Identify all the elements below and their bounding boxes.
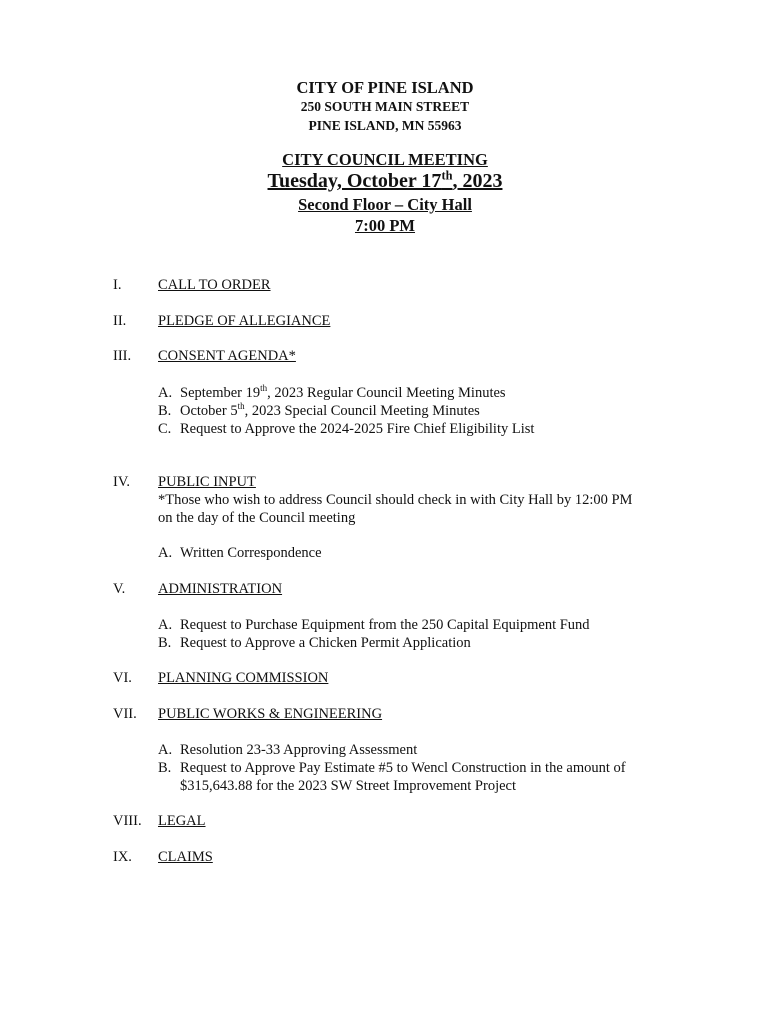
sub-text: October 5	[180, 403, 238, 419]
item-number: II.	[113, 313, 127, 329]
meeting-title: CITY COUNCIL MEETING	[282, 150, 488, 169]
item-call-to-order: CALL TO ORDER	[158, 277, 271, 293]
consent-item-a	[158, 385, 506, 402]
item-administration: ADMINISTRATION	[158, 581, 283, 597]
public-input-item-a	[158, 545, 322, 562]
sub-letter: A.	[158, 742, 173, 758]
meeting-date-year: , 2023	[452, 170, 503, 192]
public-works-item-b-cont: $315,643.88 for the 2023 SW Street Improvement Project	[180, 778, 516, 794]
sub-text: September 19	[180, 385, 261, 401]
ordinal-suffix: th	[237, 401, 245, 412]
meeting-time: 7:00 PM	[354, 216, 416, 235]
item-claims: CLAIMS	[158, 849, 213, 865]
item-number: III.	[113, 348, 132, 364]
sub-letter: B.	[158, 403, 172, 419]
item-planning-commission: PLANNING COMMISSION	[158, 670, 329, 686]
street-address: 250 SOUTH MAIN STREET	[300, 99, 470, 114]
sub-text: Resolution 23-33 Approving Assessment	[180, 742, 418, 758]
administration-item-b	[158, 635, 471, 652]
item-consent-agenda: CONSENT AGENDA*	[158, 348, 296, 364]
item-public-input: PUBLIC INPUT	[158, 474, 256, 490]
consent-item-b	[158, 403, 480, 420]
sub-text: Request to Approve the 2024-2025 Fire Chief Eligibility List	[180, 421, 535, 437]
public-input-note: *Those who wish to address Council should check in with City Hall by 12:00 PM	[158, 492, 633, 508]
sub-text: Request to Approve Pay Estimate #5 to Wencl Construction in the amount of	[180, 760, 626, 776]
ordinal-suffix: th	[260, 383, 268, 394]
item-legal: LEGAL	[158, 813, 206, 829]
item-number: I.	[113, 277, 122, 293]
consent-item-c	[158, 421, 534, 438]
sub-letter: B.	[158, 635, 172, 651]
sub-text: , 2023 Regular Council Meeting Minutes	[267, 385, 506, 401]
item-number: IV.	[113, 474, 131, 490]
item-number: V.	[113, 581, 126, 597]
item-number: IX.	[113, 849, 132, 865]
sub-letter: A.	[158, 617, 173, 633]
city-name: CITY OF PINE ISLAND	[296, 78, 474, 97]
meeting-date-main: Tuesday, October 17	[267, 170, 442, 192]
public-works-item-a	[158, 742, 417, 759]
sub-text: , 2023 Special Council Meeting Minutes	[244, 403, 480, 419]
public-input-note-cont: on the day of the Council meeting	[158, 510, 356, 526]
item-pledge-of-allegiance: PLEDGE OF ALLEGIANCE	[158, 313, 331, 329]
administration-item-a	[158, 617, 590, 634]
sub-text: Request to Purchase Equipment from the 250 Capital Equipment Fund	[180, 617, 590, 633]
sub-letter: B.	[158, 760, 172, 776]
meeting-date-suffix: th	[441, 168, 453, 183]
item-number: VI.	[113, 670, 132, 686]
sub-text: Request to Approve a Chicken Permit Application	[180, 635, 471, 651]
public-works-item-b	[158, 760, 626, 777]
meeting-date	[0, 170, 770, 193]
item-number: VII.	[113, 706, 137, 722]
city-state-zip: PINE ISLAND, MN 55963	[308, 118, 462, 133]
item-number: VIII.	[113, 813, 142, 829]
meeting-location: Second Floor – City Hall	[298, 195, 472, 214]
sub-letter: A.	[158, 385, 173, 401]
sub-letter: A.	[158, 545, 173, 561]
item-public-works: PUBLIC WORKS & ENGINEERING	[158, 706, 383, 722]
sub-letter: C.	[158, 421, 172, 437]
sub-text: Written Correspondence	[180, 545, 322, 561]
